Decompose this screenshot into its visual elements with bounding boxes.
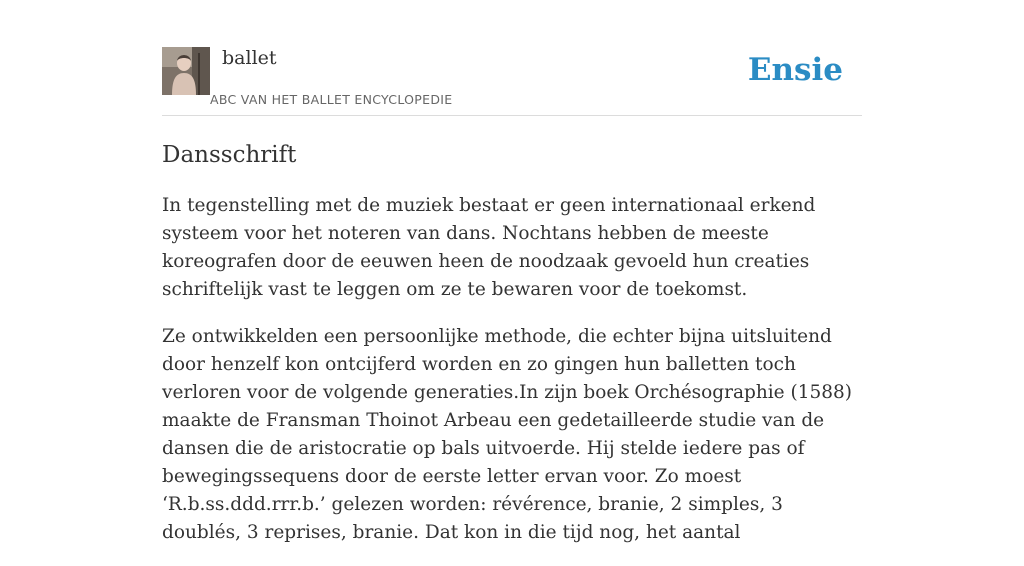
avatar[interactable] [162,47,210,95]
source-label[interactable]: ABC VAN HET BALLET ENCYCLOPEDIE [210,92,453,107]
entry-header [162,46,862,116]
lemma-link[interactable]: ballet [222,47,277,69]
ensie-logo[interactable]: Ensie [747,52,843,88]
article-body [162,192,862,566]
page-title: Dansschrift [162,142,297,168]
paragraph: Ze ontwikkelden een persoonlijke methode, die echter bijna uitsluitend door henzelf kon ontcijferd worden en zo gingen hun balletten toch verloren voor de volgende generaties.In zijn boek Orchésographie (1588) maakte de Fransman Thoinot Arbeau een gedetailleerde studie van de dansen die de aristocratie op bals uitvoerde. Hij stelde iedere pas of bewegingssequens door de eerste letter ervan voor. Zo moest ‘R.b.ss.ddd.rrr.b.’ gelezen worden: révérence, branie, 2 simples, 3 doublés, 3 reprises, branie. Dat kon in die tijd nog, het aantal [162,326,853,543]
dancer-portrait-icon [162,47,210,95]
paragraph: In tegenstelling met de muziek bestaat er geen internationaal erkend systeem voor het noteren van dans. Nochtans hebben de meeste koreografen door de eeuwen heen de noodzaak gevoeld hun creaties schriftelijk vast te leggen om ze te bewaren voor de toekomst. [162,195,816,300]
